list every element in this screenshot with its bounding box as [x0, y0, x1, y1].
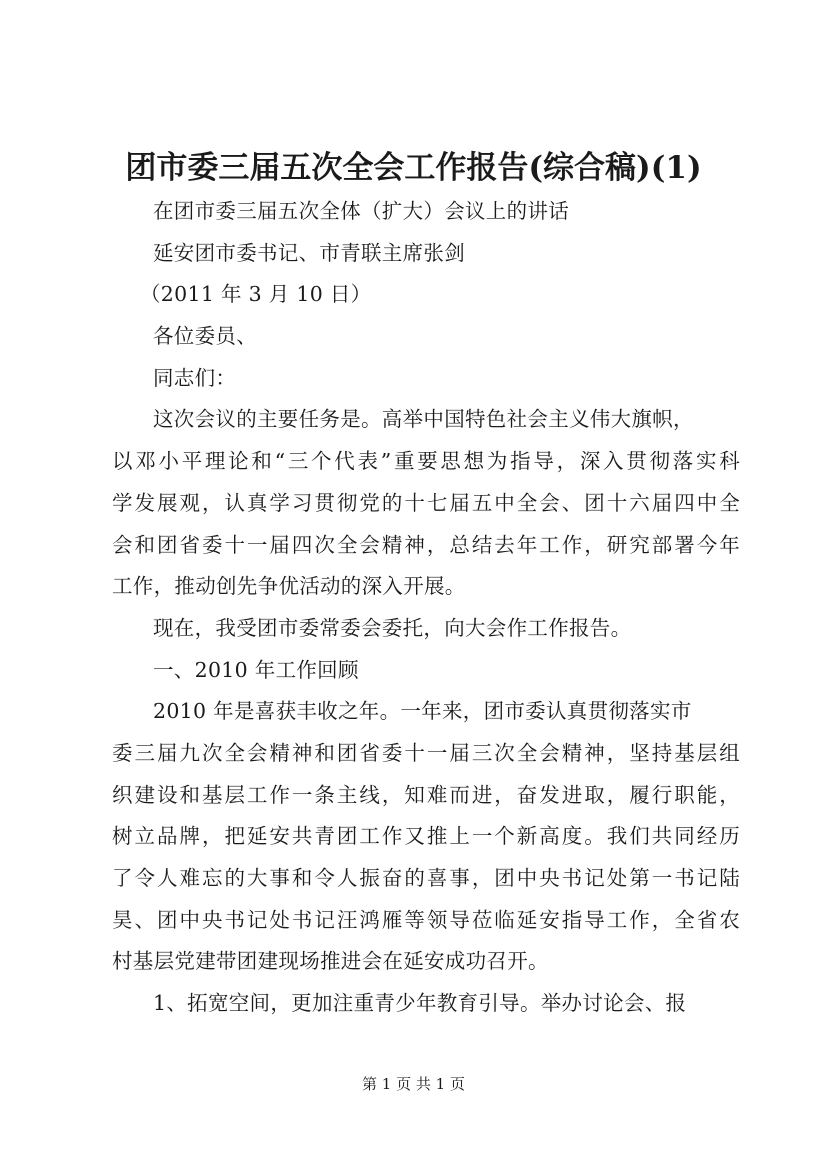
paragraph-line: 了令人难忘的大事和令人振奋的喜事，团中央书记处第一书记陆	[112, 866, 740, 890]
paragraph-line: 委三届九次全会精神和团省委十一届三次全会精神，坚持基层组	[112, 740, 740, 765]
paragraph-line: 现在，我受团市委常委会委托，向大会作工作报告。	[153, 615, 632, 640]
paragraph-line: 会和团省委十一届四次全会精神，总结去年工作，研究部署今年	[112, 532, 740, 557]
speech-occasion: 在团市委三届五次全体（扩大）会议上的讲话	[153, 199, 569, 223]
paragraph-line: 以邓小平理论和“三个代表”重要思想为指导，深入贯彻落实科	[112, 449, 740, 474]
paragraph-line: 织建设和基层工作一条主线，知难而进，奋发进取，履行职能，	[112, 782, 740, 807]
paragraph-line: 2010 年是喜获丰收之年。一年来，团市委认真贯彻落实市	[153, 699, 692, 724]
paragraph-line: 学发展观，认真学习贯彻党的十七届五中全会、团十六届四中全	[112, 490, 740, 515]
salutation-members: 各位委员、	[153, 324, 257, 349]
paragraph-line: 工作，推动创先争优活动的深入开展。	[112, 574, 466, 599]
page-footer: 第 1 页 共 1 页	[362, 1075, 465, 1093]
paragraph-line: 这次会议的主要任务是。高举中国特色社会主义伟大旗帜，	[153, 407, 694, 432]
paragraph-line: 昊、团中央书记处书记汪鸿雁等领导莅临延安指导工作，全省农	[112, 907, 740, 932]
paragraph-line: 树立品牌，把延安共青团工作又推上一个新高度。我们共同经历	[112, 824, 740, 849]
paragraph-line: 村基层党建带团建现场推进会在延安成功召开。	[112, 949, 549, 974]
document-title: 团市委三届五次全会工作报告(综合稿)(1)	[125, 150, 702, 186]
paragraph-line: 1、拓宽空间，更加注重青少年教育引导。举办讨论会、报	[153, 991, 687, 1016]
section-heading: 一、2010 年工作回顾	[153, 657, 359, 682]
document-body	[112, 191, 740, 1025]
date-line: （2011 年 3 月 10 日）	[140, 282, 372, 307]
salutation-comrades: 同志们：	[153, 365, 237, 390]
speaker-line: 延安团市委书记、市青联主席张剑	[153, 240, 465, 265]
